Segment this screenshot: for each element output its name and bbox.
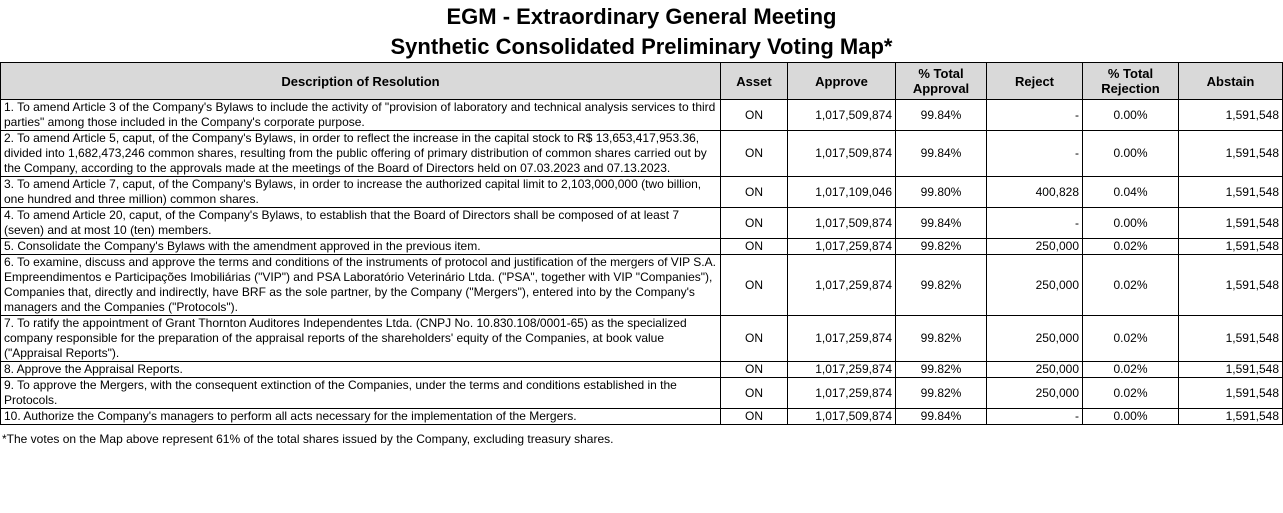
table-row	[1, 131, 1283, 177]
pct-approval-cell: 99.82%	[896, 378, 987, 409]
approve-cell: 1,017,109,046	[788, 177, 896, 208]
pct-rejection-cell: 0.02%	[1083, 255, 1179, 316]
document-title	[0, 0, 1283, 62]
approve-cell: 1,017,259,874	[788, 378, 896, 409]
pct-rejection-cell: 0.00%	[1083, 409, 1179, 425]
table-row	[1, 362, 1283, 378]
abstain-cell: 1,591,548	[1179, 409, 1283, 425]
table-row	[1, 239, 1283, 255]
pct-rejection-cell: 0.04%	[1083, 177, 1179, 208]
pct-rejection-cell: 0.00%	[1083, 131, 1179, 177]
abstain-cell: 1,591,548	[1179, 378, 1283, 409]
approve-cell: 1,017,259,874	[788, 316, 896, 362]
pct-approval-cell: 99.84%	[896, 131, 987, 177]
abstain-cell: 1,591,548	[1179, 208, 1283, 239]
pct-approval-cell: 99.82%	[896, 362, 987, 378]
pct-rejection-cell: 0.02%	[1083, 362, 1179, 378]
header-abstain: Abstain	[1179, 63, 1283, 100]
reject-cell: -	[987, 100, 1083, 131]
resolution-description: 8. Approve the Appraisal Reports.	[1, 362, 721, 378]
reject-cell: 250,000	[987, 316, 1083, 362]
asset-cell: ON	[721, 131, 788, 177]
reject-cell: 250,000	[987, 239, 1083, 255]
reject-cell: 250,000	[987, 255, 1083, 316]
asset-cell: ON	[721, 100, 788, 131]
abstain-cell: 1,591,548	[1179, 239, 1283, 255]
approve-cell: 1,017,259,874	[788, 255, 896, 316]
asset-cell: ON	[721, 239, 788, 255]
reject-cell: -	[987, 131, 1083, 177]
table-row	[1, 208, 1283, 239]
pct-approval-cell: 99.84%	[896, 208, 987, 239]
header-asset: Asset	[721, 63, 788, 100]
reject-cell: -	[987, 208, 1083, 239]
abstain-cell: 1,591,548	[1179, 100, 1283, 131]
pct-approval-cell: 99.82%	[896, 316, 987, 362]
pct-rejection-cell: 0.02%	[1083, 378, 1179, 409]
title-line-2: Synthetic Consolidated Preliminary Voting Map*	[390, 34, 893, 59]
table-row	[1, 255, 1283, 316]
table-row	[1, 378, 1283, 409]
resolution-description: 5. Consolidate the Company's Bylaws with the amendment approved in the previous item.	[1, 239, 721, 255]
resolution-description: 6. To examine, discuss and approve the terms and conditions of the instruments of protocol and justification of the mergers of VIP S.A. Empreendimentos e Participações Imobiliárias ("VIP") and PSA Laboratório Veterinário Ltda. ("PSA", together with VIP "Companies"), Companies that, directly and indirectly, have BRF as the sole partner, by the Company ("Mergers"), entered into by the Company's managers and the Companies ("Protocols").	[1, 255, 721, 316]
pct-approval-cell: 99.80%	[896, 177, 987, 208]
header-approve: Approve	[788, 63, 896, 100]
footnote: *The votes on the Map above represent 61% of the total shares issued by the Company, excluding treasury shares.	[2, 432, 614, 446]
abstain-cell: 1,591,548	[1179, 316, 1283, 362]
resolution-description: 3. To amend Article 7, caput, of the Company's Bylaws, in order to increase the authorized capital limit to 2,103,000,000 (two billion, one hundred and three million) common shares.	[1, 177, 721, 208]
title-line-1: EGM - Extraordinary General Meeting	[446, 4, 837, 29]
approve-cell: 1,017,259,874	[788, 362, 896, 378]
asset-cell: ON	[721, 208, 788, 239]
table-row	[1, 316, 1283, 362]
approve-cell: 1,017,509,874	[788, 208, 896, 239]
header-pct-approval: % Total Approval	[896, 63, 987, 100]
header-pct-rejection: % Total Rejection	[1083, 63, 1179, 100]
header-description: Description of Resolution	[1, 63, 721, 100]
voting-map-table	[0, 62, 1283, 425]
reject-cell: 250,000	[987, 378, 1083, 409]
pct-approval-cell: 99.82%	[896, 239, 987, 255]
approve-cell: 1,017,259,874	[788, 239, 896, 255]
asset-cell: ON	[721, 177, 788, 208]
reject-cell: -	[987, 409, 1083, 425]
reject-cell: 250,000	[987, 362, 1083, 378]
header-reject: Reject	[987, 63, 1083, 100]
resolution-description: 1. To amend Article 3 of the Company's Bylaws to include the activity of "provision of laboratory and technical analysis services to third parties" among those included in the Company's corporate purpose.	[1, 100, 721, 131]
asset-cell: ON	[721, 378, 788, 409]
pct-approval-cell: 99.84%	[896, 409, 987, 425]
table-body	[1, 100, 1283, 425]
table-row	[1, 177, 1283, 208]
asset-cell: ON	[721, 316, 788, 362]
asset-cell: ON	[721, 409, 788, 425]
asset-cell: ON	[721, 362, 788, 378]
asset-cell: ON	[721, 255, 788, 316]
pct-rejection-cell: 0.00%	[1083, 100, 1179, 131]
table-row	[1, 100, 1283, 131]
resolution-description: 9. To approve the Mergers, with the consequent extinction of the Companies, under the terms and conditions established in the Protocols.	[1, 378, 721, 409]
pct-approval-cell: 99.82%	[896, 255, 987, 316]
abstain-cell: 1,591,548	[1179, 362, 1283, 378]
reject-cell: 400,828	[987, 177, 1083, 208]
table-row	[1, 409, 1283, 425]
header-row	[1, 63, 1283, 100]
pct-rejection-cell: 0.02%	[1083, 239, 1179, 255]
pct-rejection-cell: 0.02%	[1083, 316, 1179, 362]
resolution-description: 7. To ratify the appointment of Grant Thornton Auditores Independentes Ltda. (CNPJ No. 10.830.108/0001-65) as the specialized company responsible for the preparation of the appraisal reports of the shareholders' equity of the Companies, at book value ("Appraisal Reports").	[1, 316, 721, 362]
approve-cell: 1,017,509,874	[788, 409, 896, 425]
approve-cell: 1,017,509,874	[788, 131, 896, 177]
resolution-description: 4. To amend Article 20, caput, of the Company's Bylaws, to establish that the Board of Directors shall be composed of at least 7 (seven) and at most 10 (ten) members.	[1, 208, 721, 239]
abstain-cell: 1,591,548	[1179, 255, 1283, 316]
abstain-cell: 1,591,548	[1179, 131, 1283, 177]
pct-approval-cell: 99.84%	[896, 100, 987, 131]
resolution-description: 2. To amend Article 5, caput, of the Company's Bylaws, in order to reflect the increase in the capital stock to R$ 13,653,417,953.36, divided into 1,682,473,246 common shares, resulting from the public offering of primary distribution of common shares carried out by the Company, according to the approvals made at the meetings of the Board of Directors held on 07.03.2023 and 07.13.2023.	[1, 131, 721, 177]
approve-cell: 1,017,509,874	[788, 100, 896, 131]
abstain-cell: 1,591,548	[1179, 177, 1283, 208]
resolution-description: 10. Authorize the Company's managers to perform all acts necessary for the implementation of the Mergers.	[1, 409, 721, 425]
pct-rejection-cell: 0.00%	[1083, 208, 1179, 239]
